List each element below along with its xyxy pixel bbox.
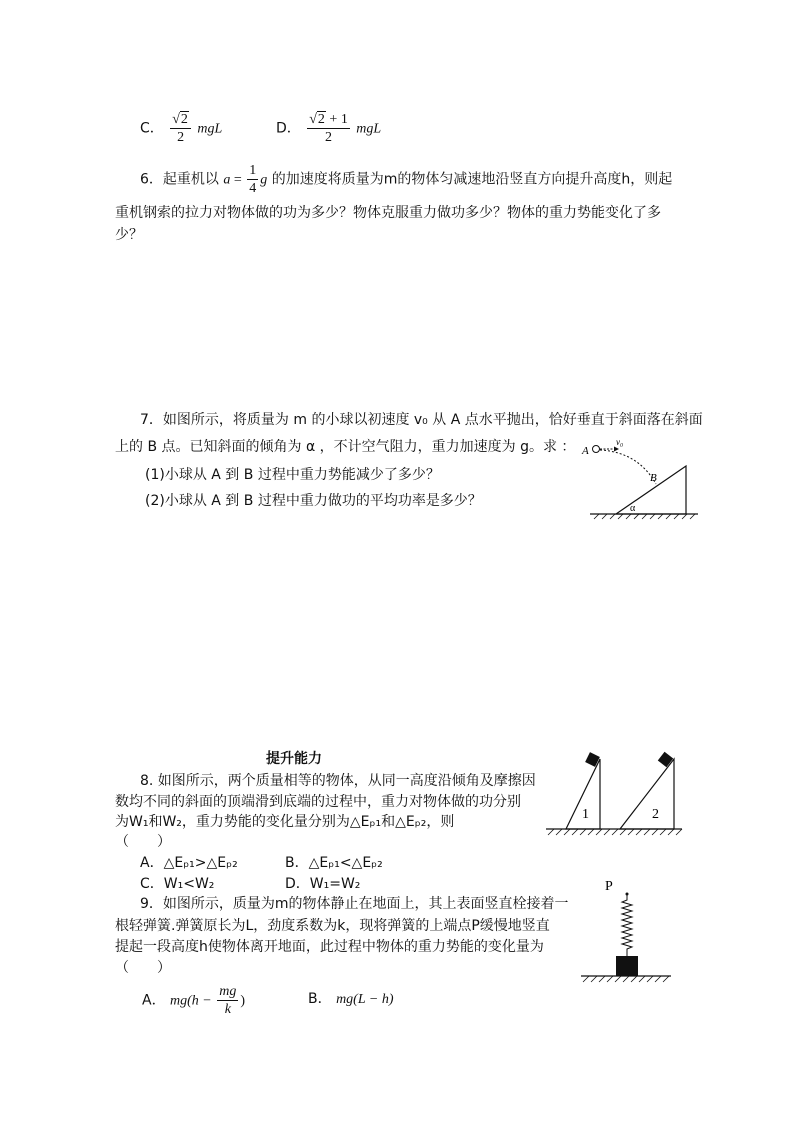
q5-c-tail: mgL xyxy=(197,121,223,137)
q5-c-root: 2 xyxy=(180,112,188,127)
label-B: B xyxy=(650,472,657,484)
q8-line4: （ ） xyxy=(115,834,171,850)
q8-option-b: B．△Eₚ₁<△Eₚ₂ xyxy=(285,855,383,871)
incline-2 xyxy=(620,759,674,829)
q8-line2: 数均不同的斜面的顶端滑到底端的过程中，重力对物体做的功分别 xyxy=(115,794,521,810)
q6-fraction: $\frac{1}{4}$ xyxy=(249,163,257,196)
velocity-arrowhead xyxy=(614,447,619,452)
q8-line1: 8. 如图所示，两个质量相等的物体，从同一高度沿倾角及摩擦因 xyxy=(140,773,536,789)
q8-option-d: D．W₁=W₂ xyxy=(285,876,361,892)
q9-spring-figure xyxy=(575,874,675,992)
q6-line2: 重机钢索的拉力对物体做的功为多少？物体克服重力做功多少？物体的重力势能变化了多 xyxy=(115,205,661,221)
q9-a-fraction: $\frac{mg}{k}$ xyxy=(219,984,237,1017)
q9-option-a: A． mg(h − $\frac{mg}{k}$ ) xyxy=(142,984,246,1017)
q5-d-tail: mgL xyxy=(356,121,382,137)
q5-option-c xyxy=(140,111,222,146)
block xyxy=(616,956,638,976)
ground-hatch xyxy=(594,514,695,519)
label-2: 2 xyxy=(652,807,659,822)
label-P: P xyxy=(605,879,613,894)
q5-option-d-fraction: $\frac{√2 + 1}{2}$ xyxy=(309,112,348,145)
q8-option-c: C．W₁<W₂ xyxy=(140,876,215,892)
q9-line3: 提起一段高度h使物体离开地面，此过程中物体的重力势能的变化量为 xyxy=(115,939,544,955)
q9-line1: 9．如图所示，质量为m的物体静止在地面上，其上表面竖直栓接着一 xyxy=(140,896,569,912)
label-alpha: α xyxy=(630,503,636,514)
ground-hatch xyxy=(583,976,669,982)
q5-d-root: 2 xyxy=(317,112,325,127)
q5-option-d xyxy=(276,111,381,146)
ground-hatch xyxy=(548,829,682,835)
q7-incline-figure xyxy=(580,436,702,521)
q5-d-den: 2 xyxy=(325,130,333,145)
q5-option-c-fraction: $\frac{√2}{2}$ xyxy=(170,111,191,146)
ball xyxy=(593,446,600,453)
q8-option-a: A．△Eₚ₁>△Eₚ₂ xyxy=(140,855,238,871)
q6-line3: 少？ xyxy=(115,227,143,243)
label-1: 1 xyxy=(582,807,589,822)
q5-c-den: 2 xyxy=(177,130,185,145)
q5-option-d-label: D． xyxy=(276,120,301,137)
block-2 xyxy=(658,752,673,767)
q7-sub2: (2)小球从 A 到 B 过程中重力做功的平均功率是多少？ xyxy=(145,493,482,509)
q9-line2: 根轻弹簧.弹簧原长为L，劲度系数为k，现将弹簧的上端点P缓慢地竖直 xyxy=(115,918,550,934)
trajectory xyxy=(600,450,656,484)
q7-line2: 上的 B 点。已知斜面的倾角为 α ，不计空气阻力，重力加速度为 g。求 ： xyxy=(115,439,576,455)
q8-line3: 为W₁和W₂，重力势能的变化量分别为△Eₚ₁和△Eₚ₂，则 xyxy=(115,814,455,830)
q7-line1: 7．如图所示，将质量为 m 的小球以初速度 v₀ 从 A 点水平抛出，恰好垂直于斜面落在斜面 xyxy=(140,412,703,428)
q5-option-c-label: C． xyxy=(140,120,164,137)
q9-option-b: B． mg(L − h) xyxy=(308,991,394,1007)
q6-line1: 6．起重机以 a = $\frac{1}{4}$ g 的加速度将质量为m的物体匀减速地沿竖直方向提升高度h，则起 xyxy=(140,163,673,196)
spring xyxy=(622,894,632,956)
label-A: A xyxy=(582,445,589,457)
label-v0: v₀ xyxy=(616,437,624,447)
q9-line4: （ ） xyxy=(115,960,171,976)
q7-sub1: (1)小球从 A 到 B 过程中重力势能减少了多少？ xyxy=(145,467,440,483)
section-title: 提升能力 xyxy=(266,751,322,767)
q8-two-inclines-figure xyxy=(540,745,688,840)
